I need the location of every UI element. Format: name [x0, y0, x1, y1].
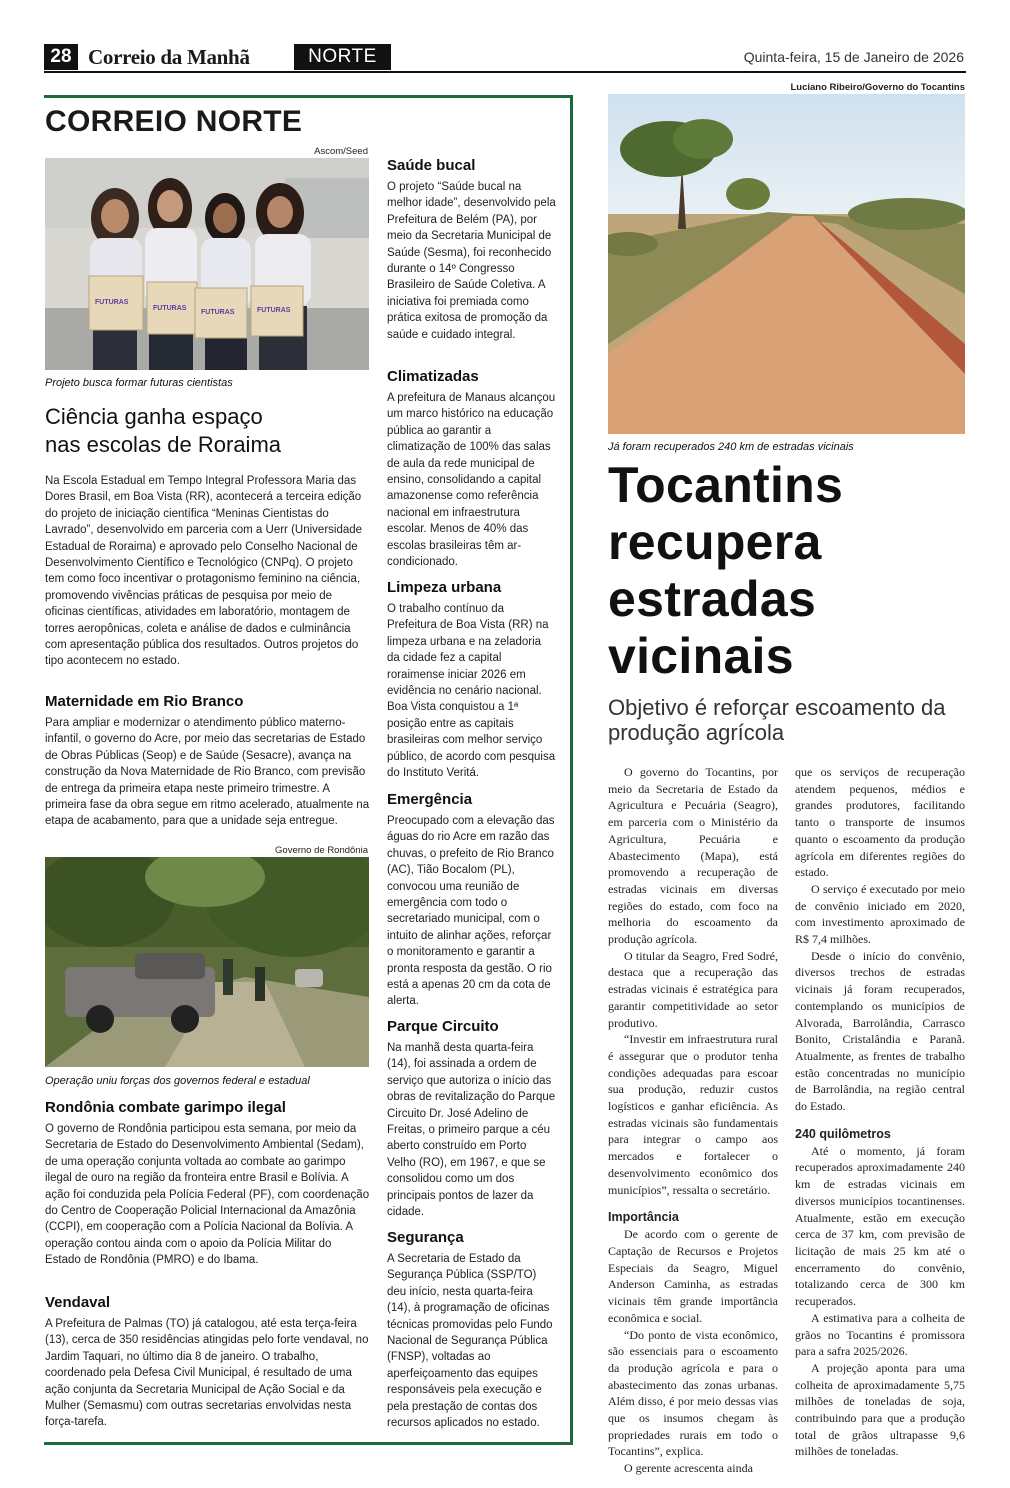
brief-title: Vendaval	[45, 1294, 111, 1311]
deck-subtitle: Objetivo é reforçar escoamento da produção agrícola	[608, 695, 946, 745]
svg-text:FUTURAS: FUTURAS	[95, 299, 129, 306]
svg-text:FUTURAS: FUTURAS	[257, 307, 291, 314]
brief-title: Segurança	[387, 1229, 464, 1246]
photo-caption: Projeto busca formar futuras cientistas	[45, 377, 233, 389]
brief-title: Maternidade em Rio Branco	[45, 693, 244, 710]
paragraph: O governo do Tocantins, por meio da Secretaria de Estado da Agricultura e Pecuária (Seagro), em parceria com o Ministério da Agricultura, Pecuária e Abastecimento (Mapa), está promovendo a recuperação de estradas vicinais em diversas regiões do estado, com foco na melhoria do escoamento da produção agrícola.	[608, 765, 778, 947]
section-label: NORTE	[294, 44, 391, 70]
brief-text: O projeto “Saúde bucal na melhor idade”, desenvolvido pela Prefeitura de Belém (PA), por meio da Secretaria Municipal de Saúde (Sesma), foi reconhecido durante o 14º Congresso Brasileiro de Saúde Coletiva. A iniciativa foi premiada como prática exitosa de promoção da saúde e cuidado integral.	[387, 181, 556, 341]
paragraph: Desde o início do convênio, diversos trechos de estradas vicinais já foram recuperados, contemplando os municípios de Alvorada, Barrolândia, Carrasco Bonito, Cristalândia e Paranã. Atualmente, as frentes de trabalho estão concentradas no município de Barrolândia, na região central do Estado.	[795, 948, 965, 1114]
header-rule	[44, 71, 966, 73]
brief-text: A Secretaria de Estado da Segurança Pública (SSP/TO) deu início, nesta quarta-feira (14), à programação de oficinas técnicas promovidas pelo Fundo Nacional de Segurança Pública (FNSP), voltadas ao aperfeiçoamento das equipes responsáveis pela execução e pela prestação de contas dos recursos aplicados no estado.	[387, 1253, 553, 1430]
students-photo	[45, 158, 369, 370]
section-side-rule	[570, 95, 573, 1445]
story-intro: Na Escola Estadual em Tempo Integral Professora Maria das Dores Brasil, em Boa Vista (RR), acontecerá a terceira edição do projeto de iniciação científica “Meninas Cientistas do Lavrado”, desenvolvido em parceria com a Uerr (Universidade Estadual de Roraima) e aprovado pelo Conselho Nacional de Desenvolvimento Científico e Tecnológico (CNPq). O projeto tem como foco incentivar o protagonismo feminino na ciência, promovendo vivências práticas de pesquisa por meio de oficinas científicas, atividades em laboratório, montagem de torres aeropônicas, coleta e análise de dados e culminância com apresentação pública dos resultados. Outros projetos do tipo acontecem no estado.	[45, 475, 363, 668]
paragraph: “Investir em infraestrutura rural é assegurar que o produtor tenha condições adequadas para escoar sua produção, reduzir custos logísticos e ganhar eficiência. As estradas vicinais são fundamentais para integrar o campo aos mercados e fortalecer o desenvolvimento econômico dos municípios”, ressalta o secretário.	[608, 1032, 778, 1197]
brief-title: Climatizadas	[387, 368, 479, 385]
brief-text: O governo de Rondônia participou esta semana, por meio da Secretaria de Estado do Desenvolvimento Ambiental (Sedam), de uma operação conjunta voltada ao combate ao garimpo ilegal de ouro na região da fronteira entre Brasil e Bolívia. A ação foi conduzida pela Polícia Federal (PF), com coordenação do Centro de Cooperação Policial Internacional da Amazônia (CCPI), em cooperação com a Polícia Nacional da Bolívia. A operação contou ainda com o apoio da Polícia Militar do Estado de Rondônia (PMRO) e do Ibama.	[45, 1123, 370, 1267]
section-title: CORREIO NORTE	[45, 105, 303, 138]
svg-text:FUTURAS: FUTURAS	[201, 309, 235, 316]
brief-title: Parque Circuito	[387, 1018, 499, 1035]
svg-text:FUTURAS: FUTURAS	[153, 305, 187, 312]
paragraph: O serviço é executado por meio de convênio iniciado em 2020, com investimento aproximado de R$ 7,4 milhões.	[795, 881, 965, 947]
paragraph: De acordo com o gerente de Captação de Recursos e Projetos Especiais da Seagro, Miguel Anderson Caminha, as estradas vicinais têm grande importância econômica e social.	[608, 1227, 778, 1325]
photo-caption: Já foram recuperados 240 km de estradas vicinais	[608, 441, 854, 453]
headline-line: nas escolas de Roraima	[45, 432, 282, 457]
brief-text: Para ampliar e modernizar o atendimento público materno-infantil, o governo do Acre, por meio das secretarias de Estado de Obras Públicas (Seop) e de Saúde (Sesacre), avança na construção da Nova Maternidade de Rio Branco, com previsão de entrega da primeira etapa neste primeiro trimestre. A primeira fase da obra segue em ritmo acelerado, atualmente na etapa de acabamento, para que a unidade seja entregue.	[45, 717, 370, 828]
brief-title: Rondônia combate garimpo ilegal	[45, 1099, 286, 1116]
page-number: 28	[44, 44, 78, 70]
mining-operation-photo	[45, 857, 369, 1067]
main-headline	[608, 457, 968, 685]
dirt-road-photo	[608, 94, 965, 434]
paragraph: A projeção aponta para uma colheita de aproximadamente 5,75 milhões de toneladas de soja, contribuindo para que a produção total de grãos ultrapasse 9,6 milhões de toneladas.	[795, 1360, 965, 1459]
article-column-1	[608, 764, 778, 1477]
article-column-2	[795, 764, 965, 1460]
brief-text: A Prefeitura de Palmas (TO) já catalogou, até esta terça-feira (13), cerca de 350 residências atingidas pelo forte vendaval, no Jardim Taquari, no último dia 8 de janeiro. O trabalho, coordenado pela Defesa Civil Municipal, é resultado de uma ação conjunta da Secretaria Municipal de Ação Social e da Mulher (Semasmu) com outras secretarias envolvidas nesta força-tarefa.	[45, 1318, 369, 1429]
headline-line: vicinais	[608, 628, 794, 684]
photo-credit: Ascom/Seed	[314, 146, 368, 157]
brief-text: A prefeitura de Manaus alcançou um marco histórico na educação pública ao garantir a climatização de 100% das salas de aula da rede municipal de ensino, consolidando a capital amazonense como referência nacional em infraestrutura escolar. Menos de 40% das escolas brasileiras têm ar-condicionado.	[387, 392, 556, 569]
brief-title: Emergência	[387, 791, 473, 808]
headline-line: Ciência ganha espaço	[45, 404, 263, 429]
headline-line: estradas	[608, 571, 817, 627]
section-bottom-rule	[44, 1442, 573, 1445]
brief-text: Preocupado com a elevação das águas do rio Acre em razão das chuvas, o prefeito de Rio Branco (AC), Tião Bocalom (PL), convocou uma reunião de emergência com todo o secretariado municipal, com o intuito de alinhar ações, reforçar o monitoramento e garantir a pronta resposta da gestão. O rio está a apenas 20 cm da cota de alerta.	[387, 815, 555, 1008]
paragraph: “Do ponto de vista econômico, são essenciais para o escoamento da produção agrícola e para o abastecimento das zonas urbanas. Além disso, é por meio dessas vias que os insumos chegam às propriedades rurais em todo o Tocantins”, explica.	[608, 1327, 778, 1459]
photo-caption: Operação uniu forças dos governos federal e estadual	[45, 1075, 310, 1087]
headline-line: recupera	[608, 514, 822, 570]
photo-credit: Luciano Ribeiro/Governo do Tocantins	[790, 82, 965, 93]
subheading: Importância	[608, 1210, 679, 1225]
section-top-rule	[44, 95, 573, 98]
photo-credit: Governo de Rondônia	[275, 845, 368, 856]
story-headline	[45, 403, 375, 459]
brief-title: Saúde bucal	[387, 157, 476, 174]
subheading: 240 quilômetros	[795, 1126, 891, 1141]
brief-title: Limpeza urbana	[387, 579, 502, 596]
masthead-logo: Correio da Manhã	[88, 45, 250, 69]
paragraph: Até o momento, já foram recuperados aproximadamente 240 km de estradas vicinais em diversos municípios tocantinenses. Atualmente, estão em execução cerca de 37 km, com previsão de licitação de mais 25 km até o encerramento do convênio, totalizando cerca de 300 km recuperados.	[795, 1143, 965, 1309]
paragraph: A estimativa para a colheita de grãos no Tocantins é promissora para a safra 2025/2026.	[795, 1310, 965, 1359]
issue-date: Quinta-feira, 15 de Janeiro de 2026	[743, 49, 964, 65]
brief-text: Na manhã desta quarta-feira (14), foi assinada a ordem de serviço que autoriza o início das obras de revitalização do Parque Circuito Dr. José Adelino de Freitas, o primeiro parque a céu aberto construído em Porto Velho (RO), em 1967, e que se consolidou como um dos principais pontos de lazer da cidade.	[387, 1042, 556, 1219]
paragraph: O gerente acrescenta ainda	[624, 1461, 753, 1476]
headline-line: Tocantins	[608, 457, 844, 513]
paragraph: que os serviços de recuperação atendem pequenos, médios e grandes produtores, facilitando tanto o transporte de insumos quanto o escoamento da produção agrícola em diferentes regiões do estado.	[795, 765, 965, 880]
paragraph: O titular da Seagro, Fred Sodré, destaca que a recuperação das estradas vicinais é estratégica para garantir competitividade ao setor produtivo.	[608, 948, 778, 1030]
brief-text: O trabalho contínuo da Prefeitura de Boa Vista (RR) na limpeza urbana e na zeladoria da cidade fez a capital roraimense iniciar 2026 em evidência no cenário nacional. Boa Vista conquistou a 1ª posição entre as capitais brasileiras com melhor serviço público, de acordo com pesquisa do Instituto Veritá.	[387, 603, 556, 780]
